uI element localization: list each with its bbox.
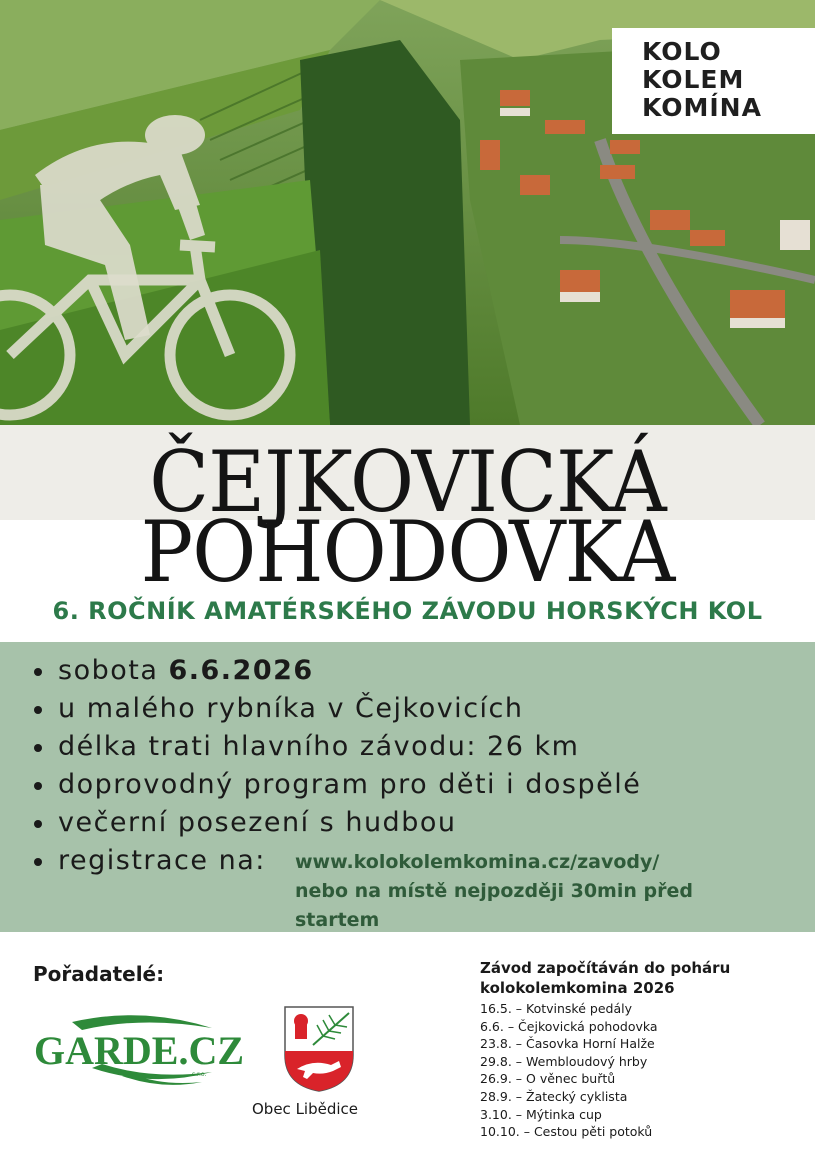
registration-url-link[interactable]: www.kolokolemkomina.cz/zavody/ [295, 851, 660, 873]
cup-race-item: 28.9. – Žatecký cyklista [480, 1088, 628, 1104]
brand-line-2: KOLEM [642, 65, 745, 94]
bullet-icon [34, 820, 42, 828]
info-item-date [30, 652, 815, 690]
garde-logo [32, 1014, 245, 1090]
cup-race-item: 26.9. – O věnec buřtů [480, 1071, 616, 1087]
registration-details [295, 848, 775, 935]
info-item-distance [30, 728, 815, 766]
cup-race-item: 16.5. – Kotvinské pedály [480, 1001, 632, 1016]
date-prefix: sobota [58, 655, 169, 686]
cup-race-item: 3.10. – Mýtinka cup [480, 1106, 602, 1122]
obec-coat-of-arms-icon [283, 1005, 355, 1097]
cup-race-item: 29.8. – Wembloudový hrby [480, 1053, 648, 1069]
registration-onsite-line: nebo na místě nejpozději 30min před [295, 880, 693, 902]
brand-logo-box [612, 28, 815, 134]
bullet-icon [34, 706, 42, 714]
organizers-label: Pořadatelé: [33, 962, 165, 986]
event-date: 6.6.2026 [168, 655, 314, 686]
info-item-program [30, 766, 815, 804]
event-title-line-1: ČEJKOVICKÁ [149, 433, 666, 531]
info-text: doprovodný program pro děti i dospělé [58, 769, 642, 800]
garde-logo-suffix: s.r.o. [192, 1071, 207, 1078]
event-info-list [0, 642, 815, 880]
event-title-line-2: POHODOVKA [140, 503, 675, 601]
brand-line-1: KOLO [642, 37, 722, 66]
cup-race-item: 6.6. – Čejkovická pohodovka [480, 1018, 658, 1034]
registration-onsite-line: startem [295, 909, 380, 931]
cup-race-item: 10.10. – Cestou pěti potoků [480, 1124, 653, 1140]
info-item-evening [30, 804, 815, 842]
cup-race-list [480, 1000, 800, 1141]
obec-label: Obec Libědice [252, 1100, 359, 1118]
bullet-icon [34, 668, 42, 676]
info-text: u malého rybníka v Čejkovicích [58, 693, 524, 724]
brand-line-3: KOMÍNA [642, 93, 762, 122]
cup-title-line-2: kolokolemkomina 2026 [480, 979, 675, 997]
bullet-icon [34, 782, 42, 790]
bullet-icon [34, 744, 42, 752]
info-text: večerní posezení s hudbou [58, 807, 457, 838]
bullet-icon [34, 858, 42, 866]
event-subtitle: 6. ROČNÍK AMATÉRSKÉHO ZÁVODU HORSKÝCH KOL [52, 597, 763, 625]
registration-label: registrace na: [58, 845, 266, 876]
cyclist-silhouette-icon [0, 105, 310, 425]
cup-schedule [480, 958, 800, 1141]
cup-race-item: 23.8. – Časovka Horní Halže [480, 1036, 655, 1052]
info-item-location [30, 690, 815, 728]
info-text: délka trati hlavního závodu: 26 km [58, 731, 580, 762]
garde-logo-text: GARDE.CZ [34, 1028, 245, 1073]
cup-title-line-1: Závod započítáván do poháru [480, 959, 731, 977]
